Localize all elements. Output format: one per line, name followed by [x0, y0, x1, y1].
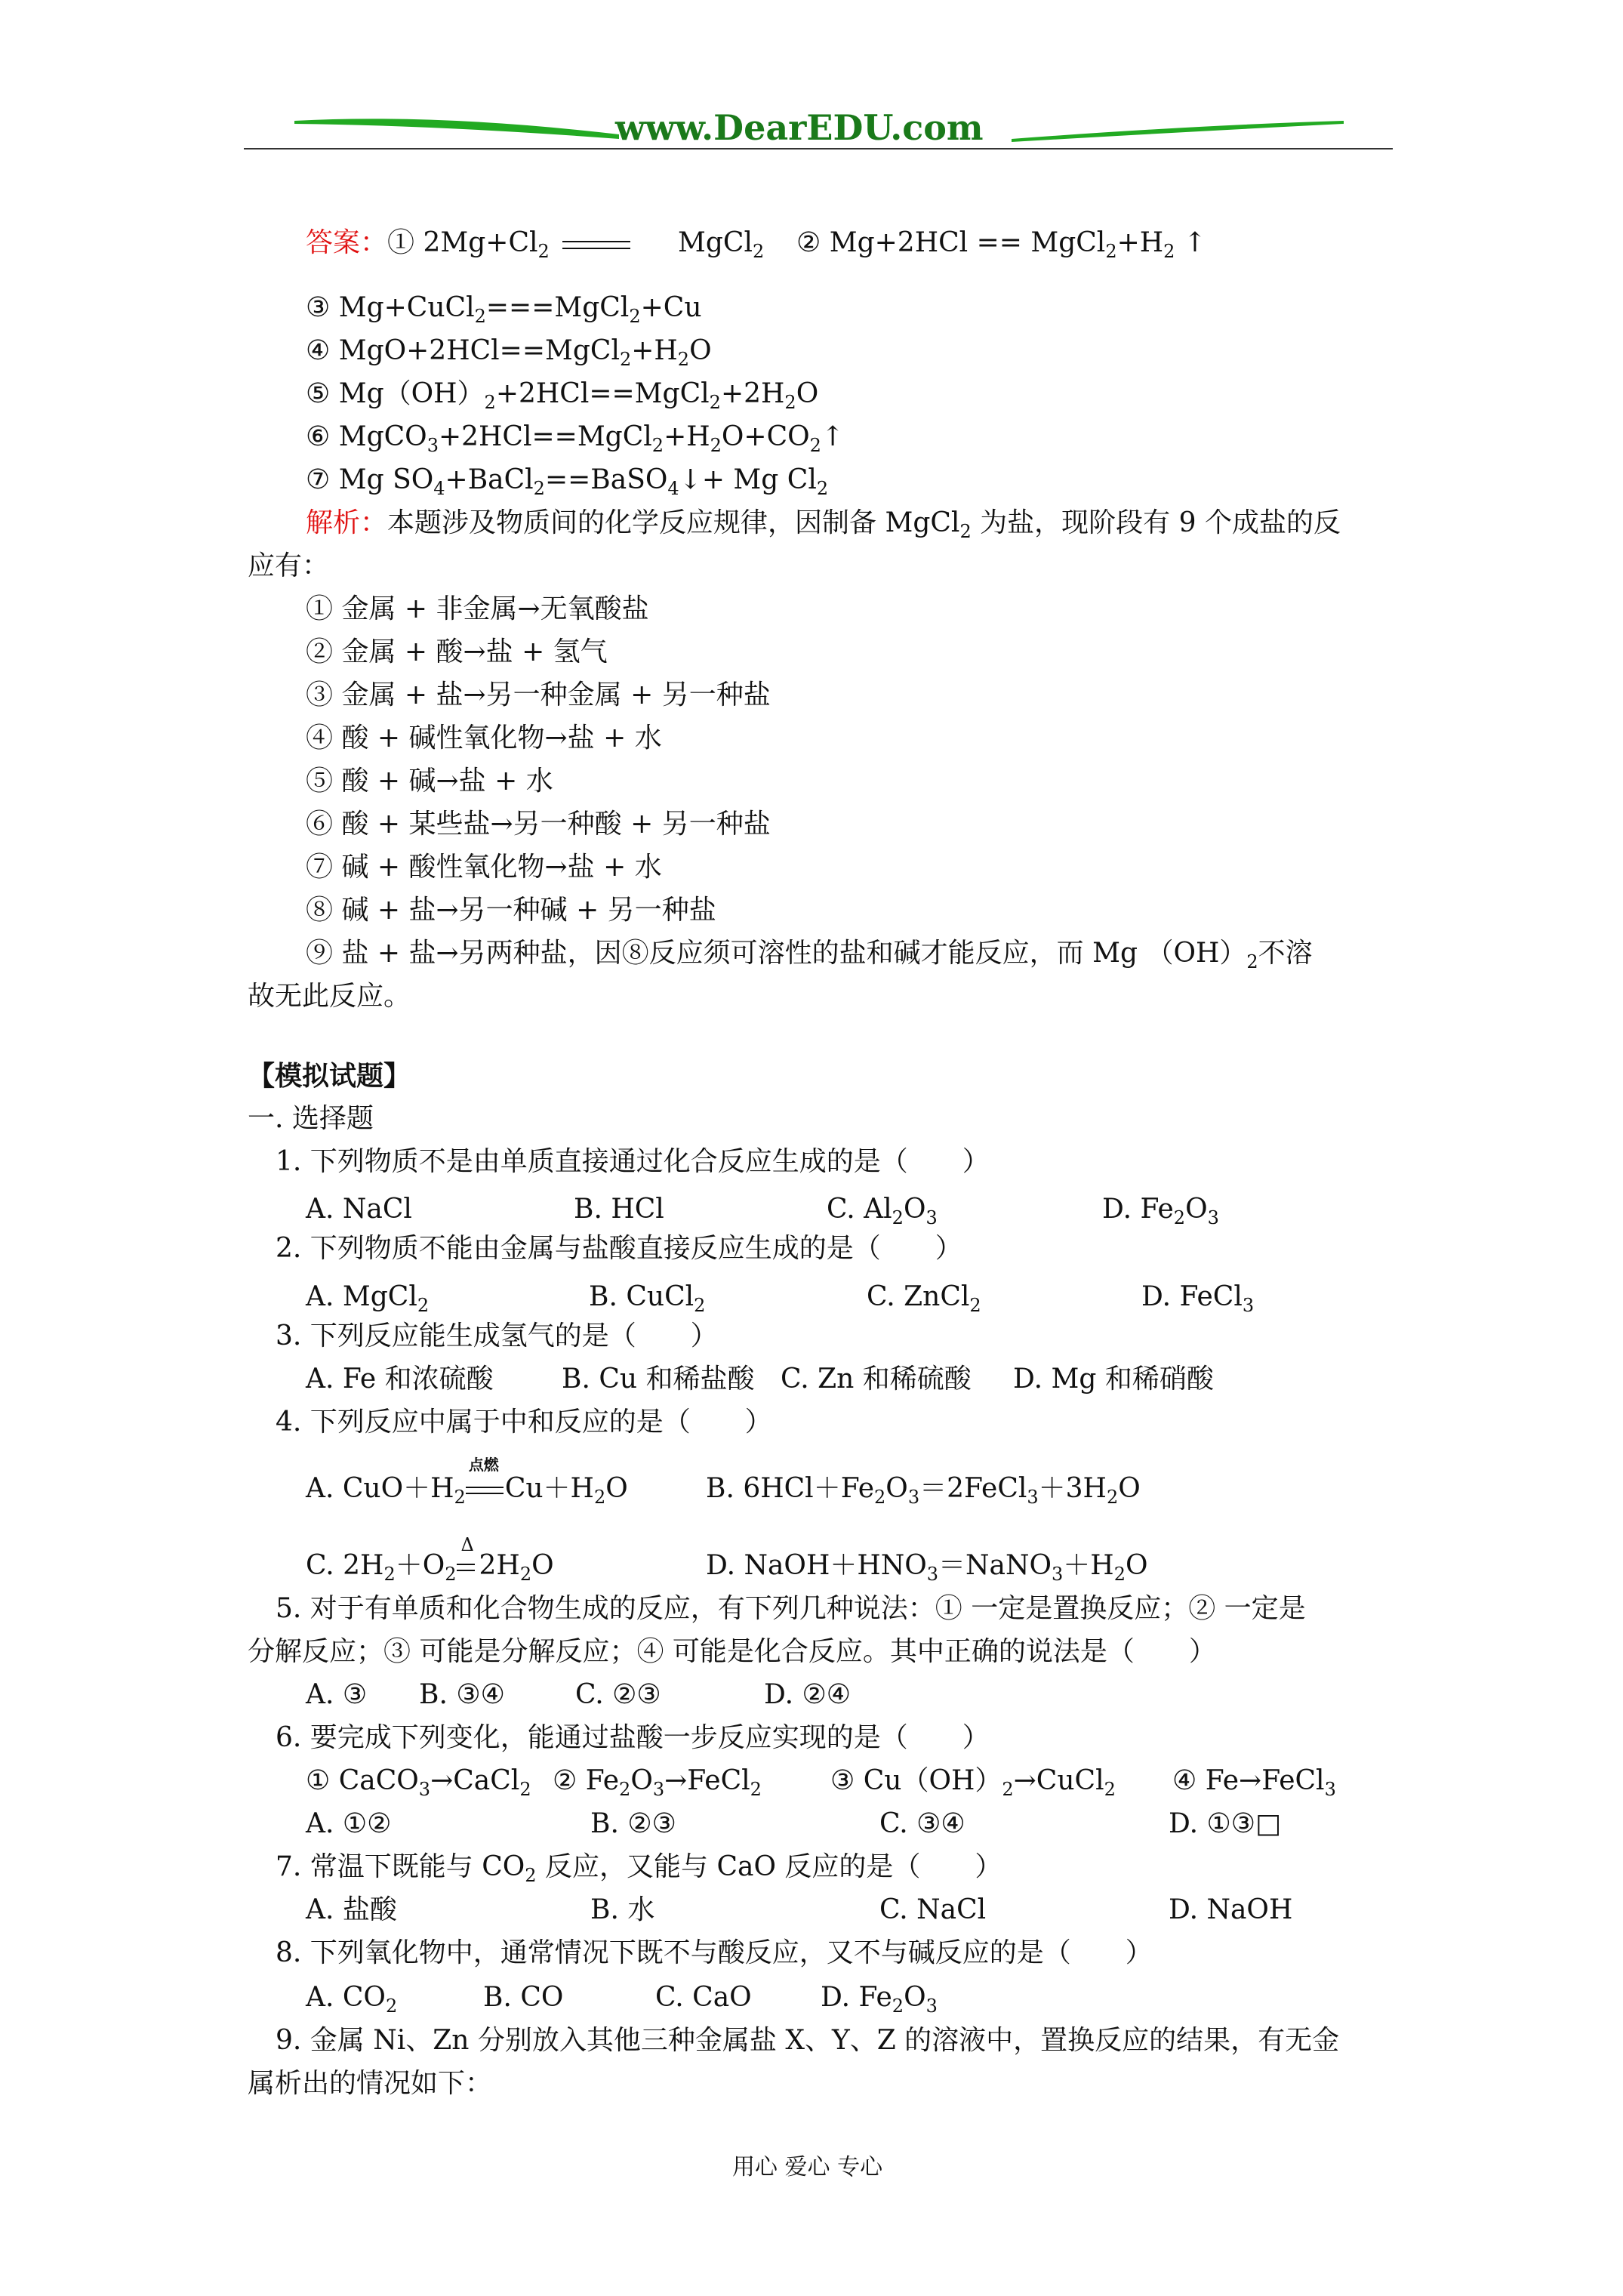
reaction-arrow-equal: [562, 240, 630, 251]
analysis-intro: 解析：本题涉及物质间的化学反应规律，因制备 MgCl$_2$ 为盐，现阶段有 9 个成盐的反: [306, 507, 1341, 542]
rule-2: ② 金属 + 酸→盐 + 氢气: [306, 636, 608, 667]
header-rule: [244, 148, 1393, 149]
q3-option-d: D. Mg 和稀硝酸: [1013, 1364, 1214, 1395]
page-footer: 用心 爱心 专心: [732, 2154, 883, 2180]
q6-option-a: A. ①②: [306, 1808, 392, 1839]
left-swoosh: [294, 119, 619, 139]
analysis-label: 解析：: [306, 507, 388, 538]
answer-line-4: ④ $MgO+2HCl==MgCl_2+H_2O$: [306, 335, 712, 370]
q7-option-b: B. 水: [590, 1894, 655, 1925]
q6-item-1: ① CaCO$_3$→CaCl$_2$: [306, 1765, 531, 1800]
q7-option-a: A. 盐酸: [306, 1894, 397, 1925]
answer-line-1c: ② $Mg+2HCl == MgCl_2+H_2$ ↑: [796, 227, 1207, 262]
q1-option-b: B. HCl: [574, 1194, 664, 1225]
answer-line-3: ③ Mg+CuCl$_2$===MgCl$_2$+Cu: [306, 292, 702, 327]
q4-option-b: B. $6HCl+Fe_2O_3=2FeCl_3+3H_2O$: [706, 1473, 1141, 1508]
condition-label: 点燃: [468, 1456, 499, 1474]
question-6: 6. 要完成下列变化，能通过盐酸一步反应实现的是（ ）: [276, 1722, 990, 1753]
q1-option-a: A. NaCl: [306, 1194, 412, 1225]
answer-line-5: ⑤ $Mg(OH)_2+2HCl==MgCl_2+2H_2O$: [306, 378, 819, 413]
q6-option-d: D. ①③□: [1169, 1808, 1282, 1839]
q7-option-d: D. NaOH: [1169, 1894, 1293, 1925]
rule-3: ③ 金属 + 盐→另一种金属 + 另一种盐: [306, 680, 771, 710]
q4-option-a: A. $CuO+H_2$ 点燃 $Cu+H_2O$: [306, 1472, 628, 1505]
q8-option-b: B. CO: [483, 1982, 564, 2013]
question-5: 5. 对于有单质和化合物生成的反应，有下列几种说法：① 一定是置换反应；② 一定是: [276, 1593, 1306, 1624]
rule-6: ⑥ 酸 + 某些盐→另一种酸 + 另一种盐: [306, 809, 771, 840]
rule-5: ⑤ 酸 + 碱→盐 + 水: [306, 766, 553, 797]
right-swoosh: [1012, 121, 1344, 142]
q1-option-d: D. $Fe_2O_3$: [1102, 1194, 1219, 1228]
condition-equal: [457, 1562, 475, 1573]
question-2: 2. 下列物质不能由金属与盐酸直接反应生成的是（ ）: [276, 1233, 962, 1264]
q8-option-a: A. $CO_2$: [306, 1982, 398, 2017]
section-part: 一. 选择题: [248, 1103, 374, 1134]
answer-line-1: 答案：① $2Mg+Cl_2$: [306, 227, 550, 262]
q3-option-c: C. Zn 和稀硫酸: [781, 1364, 972, 1395]
q5-option-b: B. ③④: [419, 1679, 505, 1710]
answer-line-6: ⑥ $MgCO_3+2HCl==MgCl_2+H_2O+CO_2↑$: [306, 421, 845, 456]
q4-option-c: C. $2H_2+O_2$ Δ $2H_2O$: [306, 1549, 554, 1583]
q1-option-c: C. $Al_2O_3$: [827, 1194, 938, 1228]
q6-item-2: ② $Fe_2O_3\to FeCl_2$: [553, 1765, 762, 1800]
q8-option-d: D. $Fe_2O_3$: [821, 1982, 938, 2017]
q3-option-b: B. Cu 和稀盐酸: [562, 1364, 755, 1395]
rule-9: ⑨ 盐 + 盐→另两种盐，因⑧反应须可溶性的盐和碱才能反应，而 Mg $(OH)_2$不溶: [306, 938, 1313, 972]
question-9-cont: 属析出的情况如下：: [248, 2068, 493, 2099]
question-8: 8. 下列氧化物中，通常情况下既不与酸反应，又不与碱反应的是（ ）: [276, 1937, 1153, 1968]
q5-option-a: A. ③: [306, 1679, 368, 1710]
question-3: 3. 下列反应能生成氢气的是（ ）: [276, 1321, 718, 1351]
q2-option-c: C. ZnCl$_2$: [867, 1281, 981, 1316]
answer-line-1b: MgCl$_2$: [678, 227, 765, 262]
q7-option-c: C. NaCl: [879, 1894, 987, 1925]
q5-option-d: D. ②④: [764, 1679, 852, 1710]
question-5-cont: 分解反应；③ 可能是分解反应；④ 可能是化合反应。其中正确的说法是（ ）: [248, 1636, 1216, 1667]
q2-option-a: A. MgCl$_2$: [306, 1281, 430, 1316]
heat-symbol: Δ: [460, 1534, 474, 1555]
site-logo: www.DearEDU.com: [615, 107, 984, 148]
question-4: 4. 下列反应中属于中和反应的是（ ）: [276, 1407, 772, 1438]
section-title: 【模拟试题】: [248, 1060, 411, 1092]
question-7: 7. 常温下既能与 $CO_2$ 反应，又能与 CaO 反应的是（ ）: [276, 1851, 1002, 1886]
q6-option-b: B. ②③: [590, 1808, 676, 1839]
question-1: 1. 下列物质不是由单质直接通过化合反应生成的是（ ）: [276, 1146, 990, 1177]
q6-option-c: C. ③④: [879, 1808, 965, 1839]
q6-item-3: ③ $Cu(OH)_2\to CuCl_2$: [830, 1765, 1116, 1800]
answer-label: 答案：: [306, 227, 388, 258]
q6-item-4: ④ Fe→FeCl$_3$: [1172, 1765, 1336, 1800]
rule-1: ① 金属 + 非金属→无氧酸盐: [306, 593, 649, 624]
condition-arrow: [466, 1485, 504, 1496]
q2-option-b: B. CuCl$_2$: [589, 1281, 706, 1316]
rule-7: ⑦ 碱 + 酸性氧化物→盐 + 水: [306, 852, 662, 883]
rule-8: ⑧ 碱 + 盐→另一种碱 + 另一种盐: [306, 895, 716, 926]
answer-line-7: ⑦ Mg $SO_4+BaCl_2==BaSO_4↓+ Mg$ $Cl_2$: [306, 464, 829, 499]
analysis-intro-2: 应有：: [248, 550, 330, 581]
q2-option-d: D. FeCl$_3$: [1141, 1281, 1255, 1316]
rule-4: ④ 酸 + 碱性氧化物→盐 + 水: [306, 723, 662, 754]
rule-9-cont: 故无此反应。: [248, 981, 411, 1012]
q5-option-c: C. ②③: [575, 1679, 661, 1710]
q8-option-c: C. CaO: [655, 1982, 752, 2013]
question-9: 9. 金属 Ni、Zn 分别放入其他三种金属盐 X、Y、Z 的溶液中，置换反应的结果，有无金: [276, 2025, 1340, 2056]
q3-option-a: A. Fe 和浓硫酸: [306, 1364, 494, 1395]
q4-option-d: D. $NaOH+HNO_3=NaNO_3+H_2O$: [706, 1550, 1148, 1585]
